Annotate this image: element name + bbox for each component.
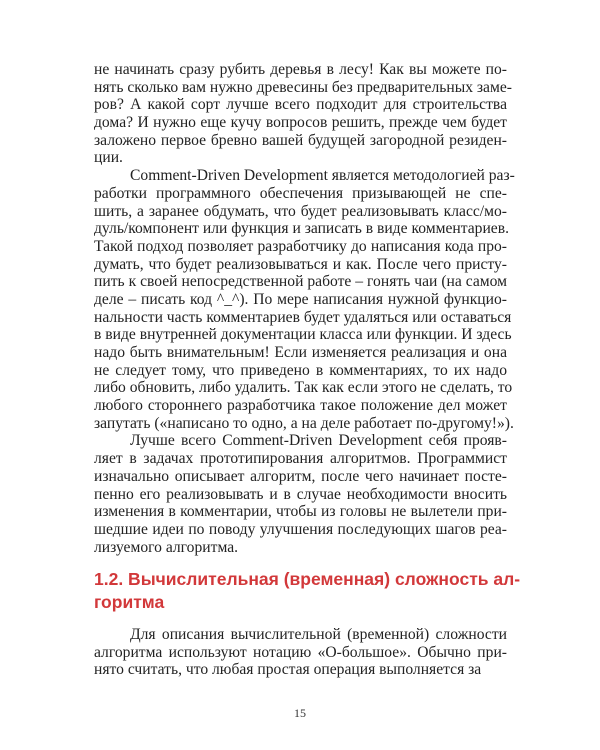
text-line: не следует тому, что приведено в комментариях, то их надо (94, 361, 507, 379)
text-line: изначально описывает алгоритм, после чего начинает посте- (94, 467, 507, 485)
text-line: ции. (94, 149, 123, 167)
body-text (94, 61, 515, 556)
text-line: работки программного обеспечения призывающей не спе- (94, 184, 507, 202)
text-line: запутать («написано то одно, а на деле работает по-другому!»). (94, 414, 514, 432)
text-line: нято считать, что любая простая операция выполняется за (94, 661, 482, 679)
text-line: Comment-Driven Development является методологией раз- (130, 167, 515, 185)
text-line: нальности часть комментариев будет удаляться или оставаться (94, 308, 512, 326)
text-line: дома? И нужно еще кучу вопросов решить, прежде чем будет (94, 114, 507, 132)
text-line: пить к своей непосредственной работе – гонять чаи (на самом (94, 273, 507, 291)
page-number: 15 (294, 706, 306, 720)
text-line: заложено первое бревно вашей будущей загородной резиден- (94, 131, 507, 149)
text-line: изменения в комментарии, чтобы из головы не вылетели при- (94, 503, 507, 521)
section-body-text (94, 626, 507, 679)
text-line: дуль/компонент или функция и записать в виде комментариев. (94, 220, 509, 238)
text-line: Такой подход позволяет разработчику до написания кода про- (94, 237, 507, 255)
heading-line: горитма (94, 592, 165, 612)
text-line: надо быть внимательным! Если изменяется реализация и она (94, 344, 507, 361)
text-line: не начинать сразу рубить деревья в лесу! Как вы можете по- (94, 61, 507, 78)
text-line: либо обновить, либо удалить. Так как если этого не сделать, то (94, 379, 513, 397)
text-line: Для описания вычислительной (временной) сложности (130, 626, 507, 643)
text-line: ров? А какой сорт лучше всего подходит для строительства (94, 96, 507, 114)
text-line: нять сколько вам нужно древесины без предварительных заме- (94, 78, 512, 96)
text-line: шедшие идеи по поводу улучшения последующих шагов реа- (94, 520, 507, 538)
text-line: лизуемого алгоритма. (94, 538, 239, 556)
text-line: пенно его реализовывать и в случае необходимости вносить (94, 485, 507, 503)
section-heading (94, 568, 521, 614)
text-line: алгоритма используют нотацию «О-большое». Обычно при- (94, 643, 507, 661)
text-line: любого стороннего разработчика такое положение дел может (94, 397, 507, 415)
text-line: в виде внутренней документации класса или функции. И здесь (94, 326, 512, 344)
text-line: думать, что будет реализовываться и как. После чего присту- (94, 255, 507, 273)
text-line: шить, а заранее обдумать, что будет реализовывать класс/мо- (94, 202, 507, 220)
text-line: Лучше всего Comment-Driven Development себя прояв- (130, 432, 507, 450)
text-line: ляет в задачах прототипирования алгоритмов. Программист (94, 450, 507, 468)
text-line: деле – писать код ^_^). По мере написания нужной функцио- (94, 290, 507, 308)
heading-line: 1.2. Вычислительная (временная) сложность ал- (94, 569, 521, 589)
